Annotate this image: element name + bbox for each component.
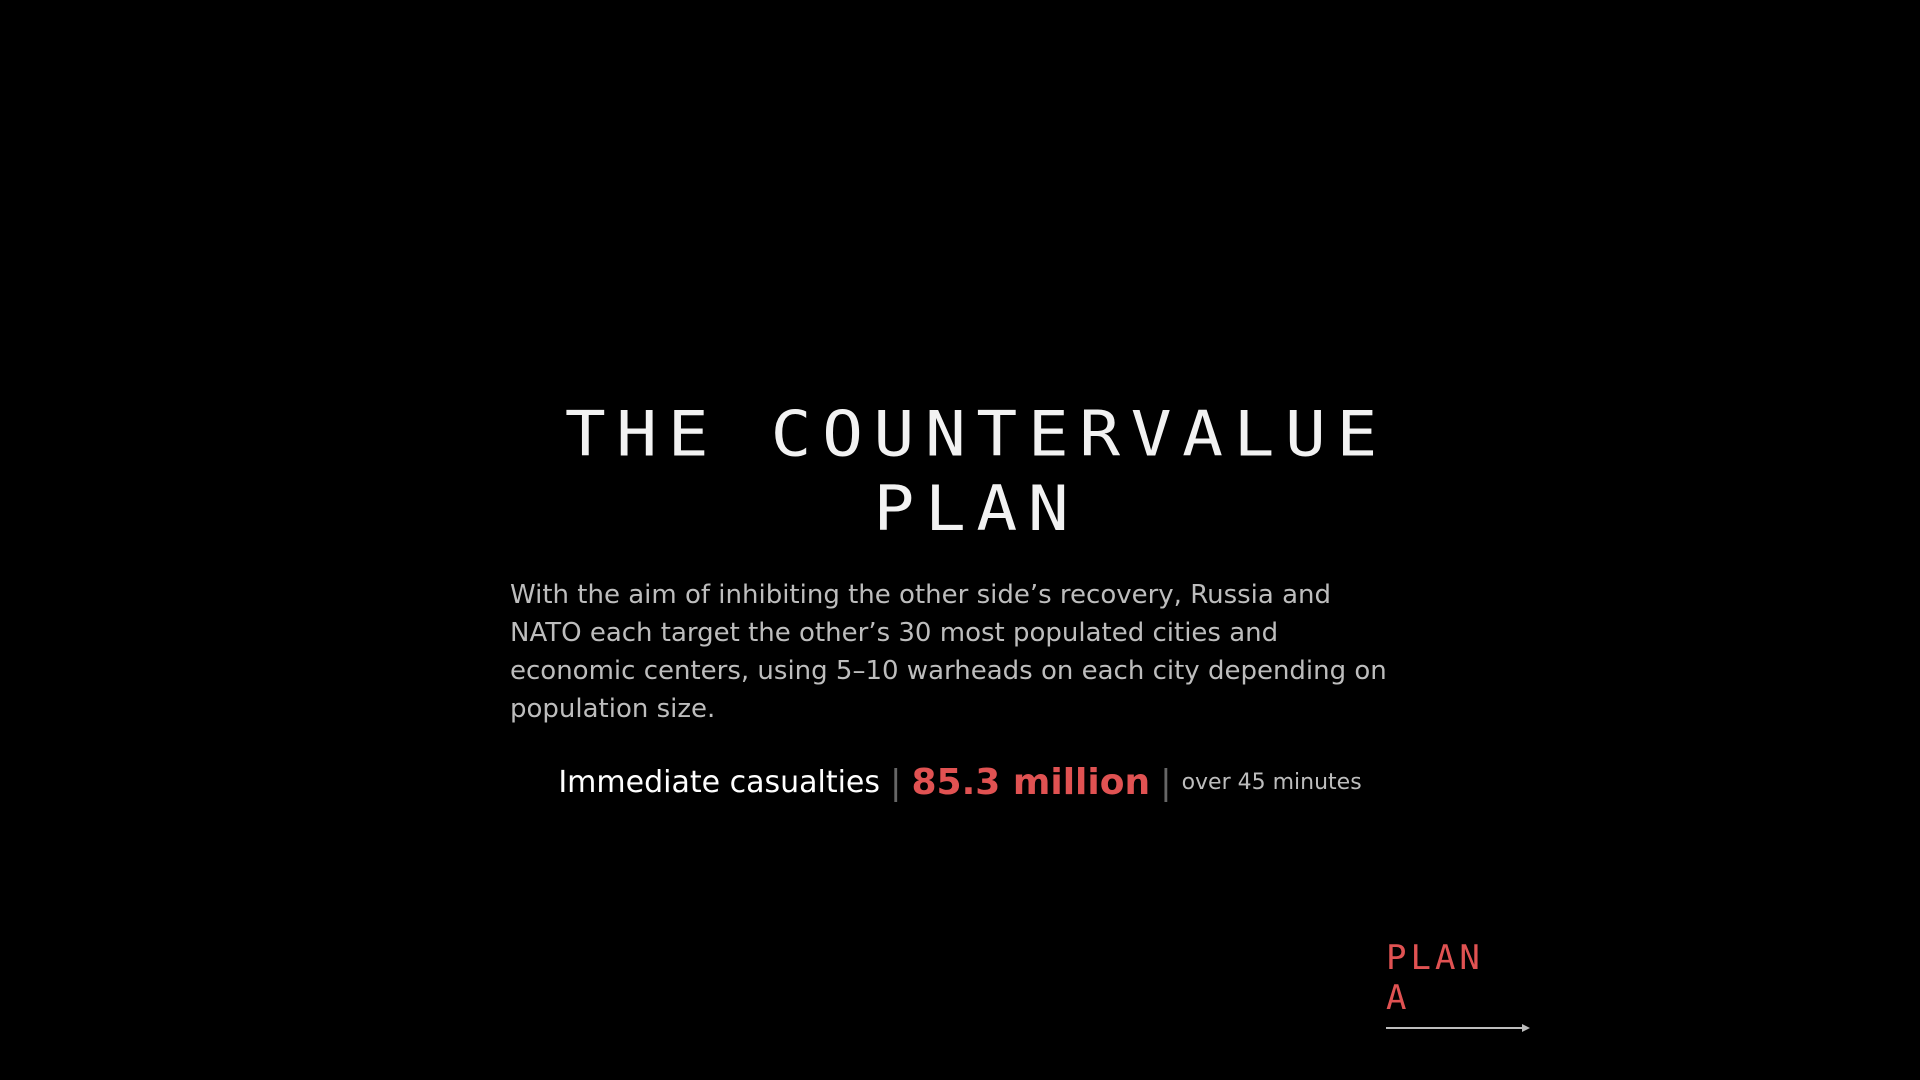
stat-divider: | — [890, 762, 902, 803]
plan-a-label: PLAN A — [1386, 938, 1484, 1018]
casualties-stat — [510, 762, 1410, 803]
stat-value: 85.3 million — [911, 762, 1151, 803]
stat-label: Immediate casualties — [558, 765, 881, 800]
stat-duration: over 45 minutes — [1181, 770, 1362, 795]
slide-content — [510, 396, 1410, 803]
stat-divider: | — [1160, 762, 1172, 803]
plan-a-next-button[interactable] — [1386, 938, 1530, 1032]
slide-title: THE COUNTERVALUE PLAN — [564, 398, 1388, 546]
slide-description: With the aim of inhibiting the other side’s recovery, Russia and NATO each target the other’s 30 most populated cities and economic centers, using 5–10 warheads on each city depending on population size. — [510, 580, 1387, 724]
arrow-right-icon — [1386, 1024, 1530, 1032]
